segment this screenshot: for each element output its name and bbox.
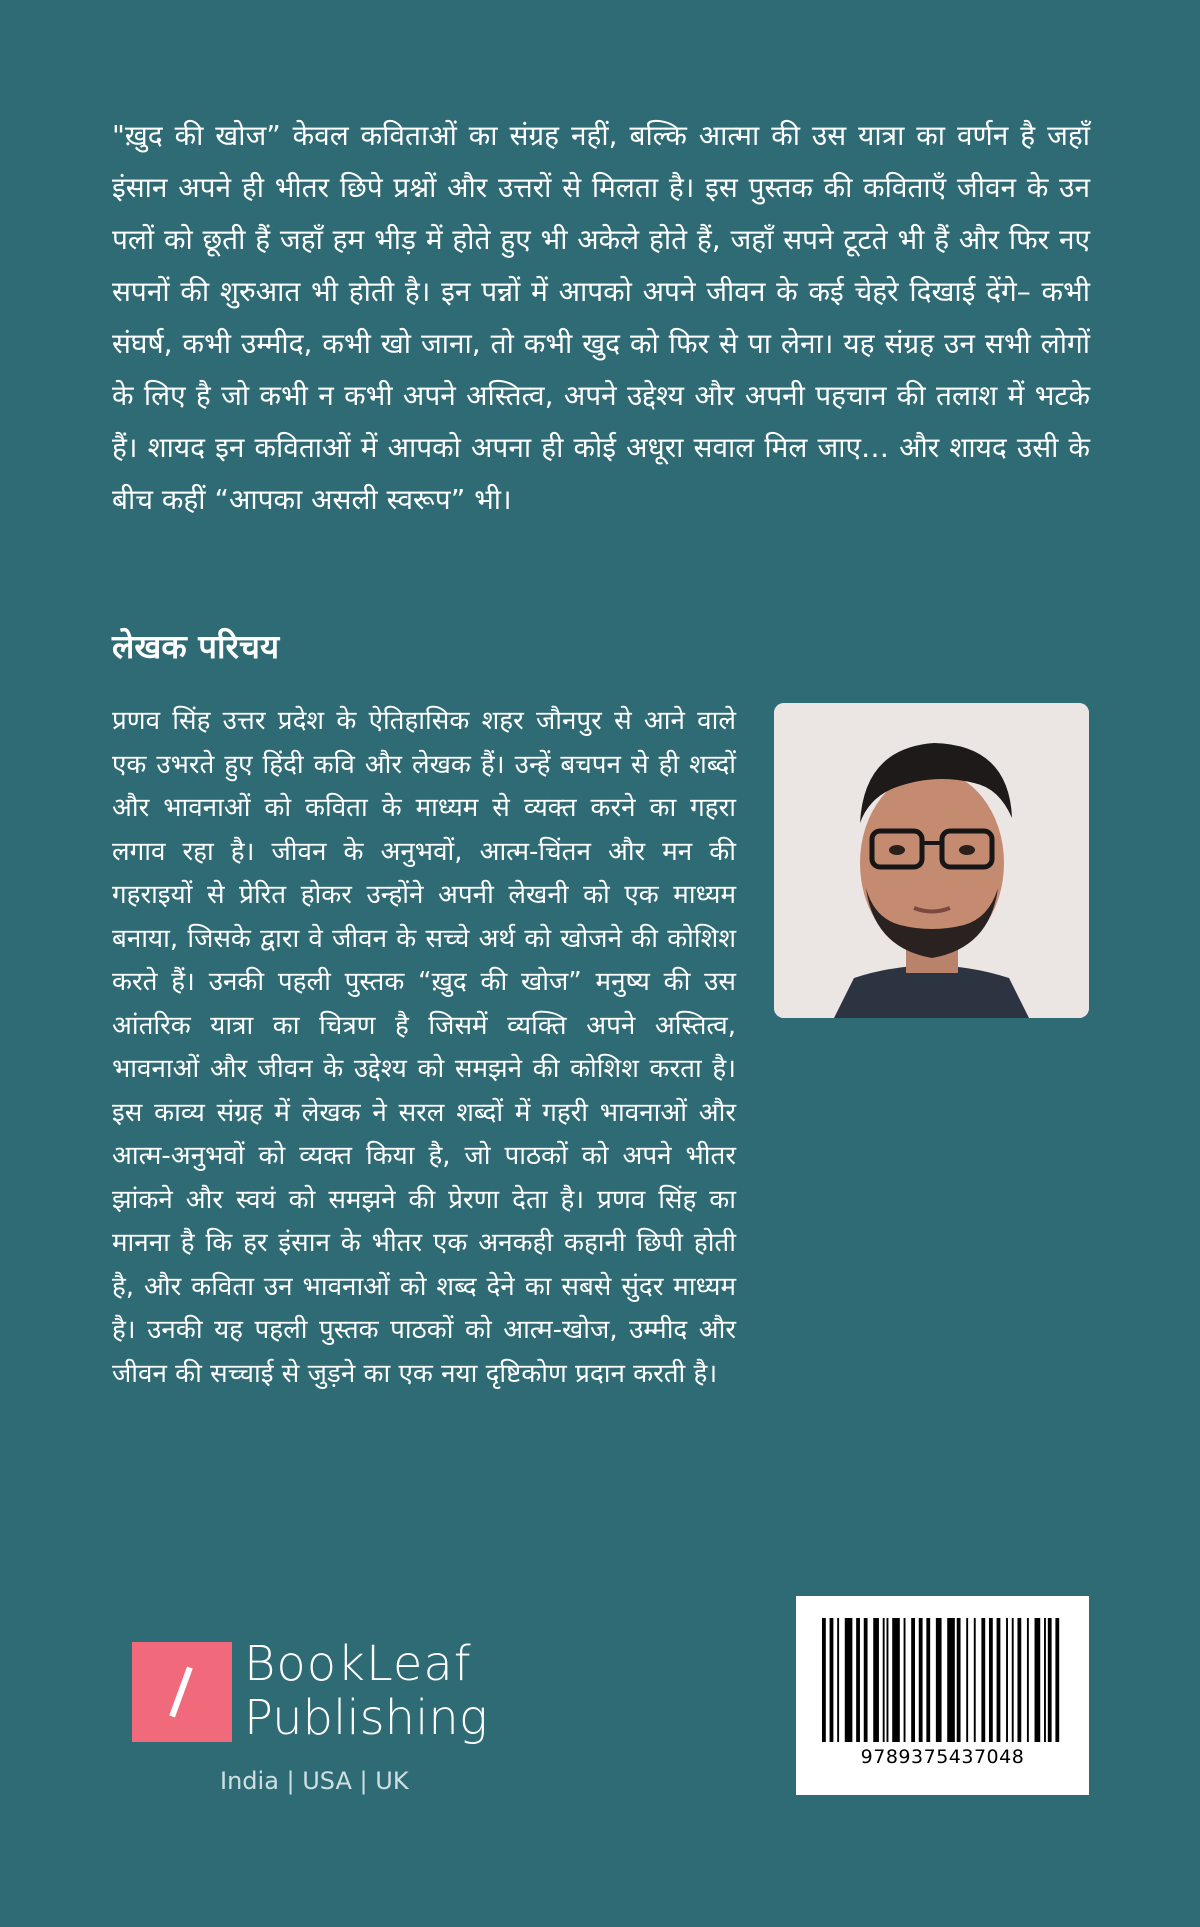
- barcode-bar: [947, 1618, 955, 1742]
- book-synopsis: "ख़ुद की खोज” केवल कविताओं का संग्रह नहीं, बल्कि आत्मा की उस यात्रा का वर्णन है जहाँ इंसान अपने ही भीतर छिपे प्रश्नों और उत्तरों से मिलता है। इस पुस्तक की कविताएँ जीवन के उन पलों को छूती हैं जहाँ हम भीड़ में होते हुए भी अकेले होते हैं, जहाँ सपने टूटते भी हैं और फिर नए सपनों की शुरुआत भी होती है। इन पन्नों में आपको अपने जीवन के कई चेहरे दिखाई देंगे– कभी संघर्ष, कभी उम्मीद, कभी खो जाना, तो कभी खुद को फिर से पा लेना। यह संग्रह उन सभी लोगों के लिए है जो कभी न कभी अपने अस्तित्व, अपने उद्देश्य और अपनी पहचान की तलाश में भटके हैं। शायद इन कविताओं में आपको अपना ही कोई अधूरा सवाल मिल जाए… और शायद उसी के बीच कहीं “आपका असली स्वरूप” भी।: [112, 119, 1090, 516]
- barcode-bar: [845, 1618, 853, 1742]
- barcode-bar: [989, 1618, 993, 1742]
- barcode-bar: [926, 1618, 930, 1742]
- barcode-bars: [820, 1618, 1065, 1742]
- author-intro-heading: लेखक परिचय: [112, 627, 280, 666]
- barcode-bar: [911, 1618, 915, 1742]
- author-portrait-illustration: [774, 703, 1089, 1018]
- barcode-bar: [1048, 1618, 1052, 1742]
- author-photo: [774, 703, 1089, 1018]
- barcode-bar: [1017, 1618, 1021, 1742]
- barcode-bar: [822, 1618, 826, 1742]
- barcode-bar: [873, 1618, 879, 1742]
- barcode-bar: [837, 1618, 839, 1742]
- author-bio: प्रणव सिंह उत्तर प्रदेश के ऐतिहासिक शहर जौनपुर से आने वाले एक उभरते हुए हिंदी कवि और लेखक हैं। उन्हें बचपन से ही शब्दों और भावनाओं को कविता के माध्यम से व्यक्त करने का गहरा लगाव रहा है। जीवन के अनुभवों, आत्म-चिंतन और मन की गहराइयों से प्रेरित होकर उन्होंने अपनी लेखनी को एक माध्यम बनाया, जिसके द्वारा वे जीवन के सच्चे अर्थ को खोजने की कोशिश करते हैं। उनकी पहली पुस्तक “ख़ुद की खोज” मनुष्य की उस आंतरिक यात्रा का चित्रण है जिसमें व्यक्ति अपने अस्तित्व, भावनाओं और जीवन के उद्देश्य को समझने की कोशिश करता है। इस काव्य संग्रह में लेखक ने सरल शब्दों में गहरी भावनाओं और आत्म-अनुभवों को व्यक्त किया है, जो पाठकों को अपने भीतर झांकने और स्वयं को समझने की प्रेरणा देता है। प्रणव सिंह का मानना है कि हर इंसान के भीतर एक अनकही कहानी छिपी होती है, और कविता उन भावनाओं को शब्द देने का सबसे सुंदर माध्यम है। उनकी यह पहली पुस्तक पाठकों को आत्म-खोज, उम्मीद और जीवन की सच्चाई से जुड़ने का एक नया दृष्टिकोण प्रदान करती है।: [112, 706, 736, 1389]
- barcode-bar: [830, 1618, 834, 1742]
- barcode-bar: [981, 1618, 985, 1742]
- barcode-bar: [957, 1618, 961, 1742]
- barcode-bar: [1012, 1618, 1014, 1742]
- isbn-number: 9789375437048: [860, 1746, 1025, 1768]
- barcode-bar: [904, 1618, 906, 1742]
- barcode-bar: [936, 1618, 942, 1742]
- barcode-bar: [856, 1618, 860, 1742]
- barcode-bar: [892, 1618, 900, 1742]
- publisher-name-line2: Publishing: [244, 1690, 488, 1746]
- barcode-bar: [887, 1618, 889, 1742]
- isbn-barcode: [796, 1596, 1089, 1795]
- barcode-bar: [974, 1618, 976, 1742]
- publisher-logo-mark: [132, 1642, 232, 1742]
- barcode-bar: [966, 1618, 968, 1742]
- slash-icon: [169, 1667, 192, 1718]
- barcode-bar: [1027, 1618, 1029, 1742]
- barcode-bar: [1035, 1618, 1041, 1742]
- publisher-logo: [132, 1637, 532, 1767]
- barcode-bar: [997, 1618, 1001, 1742]
- publisher-regions: India | USA | UK: [220, 1767, 409, 1795]
- barcode-bar: [883, 1618, 885, 1742]
- publisher-name-line1: BookLeaf: [244, 1636, 472, 1692]
- barcode-bar: [1044, 1618, 1046, 1742]
- barcode-bar: [864, 1618, 868, 1742]
- barcode-bar: [1055, 1618, 1059, 1742]
- barcode-bar: [919, 1618, 923, 1742]
- barcode-bar: [1006, 1618, 1008, 1742]
